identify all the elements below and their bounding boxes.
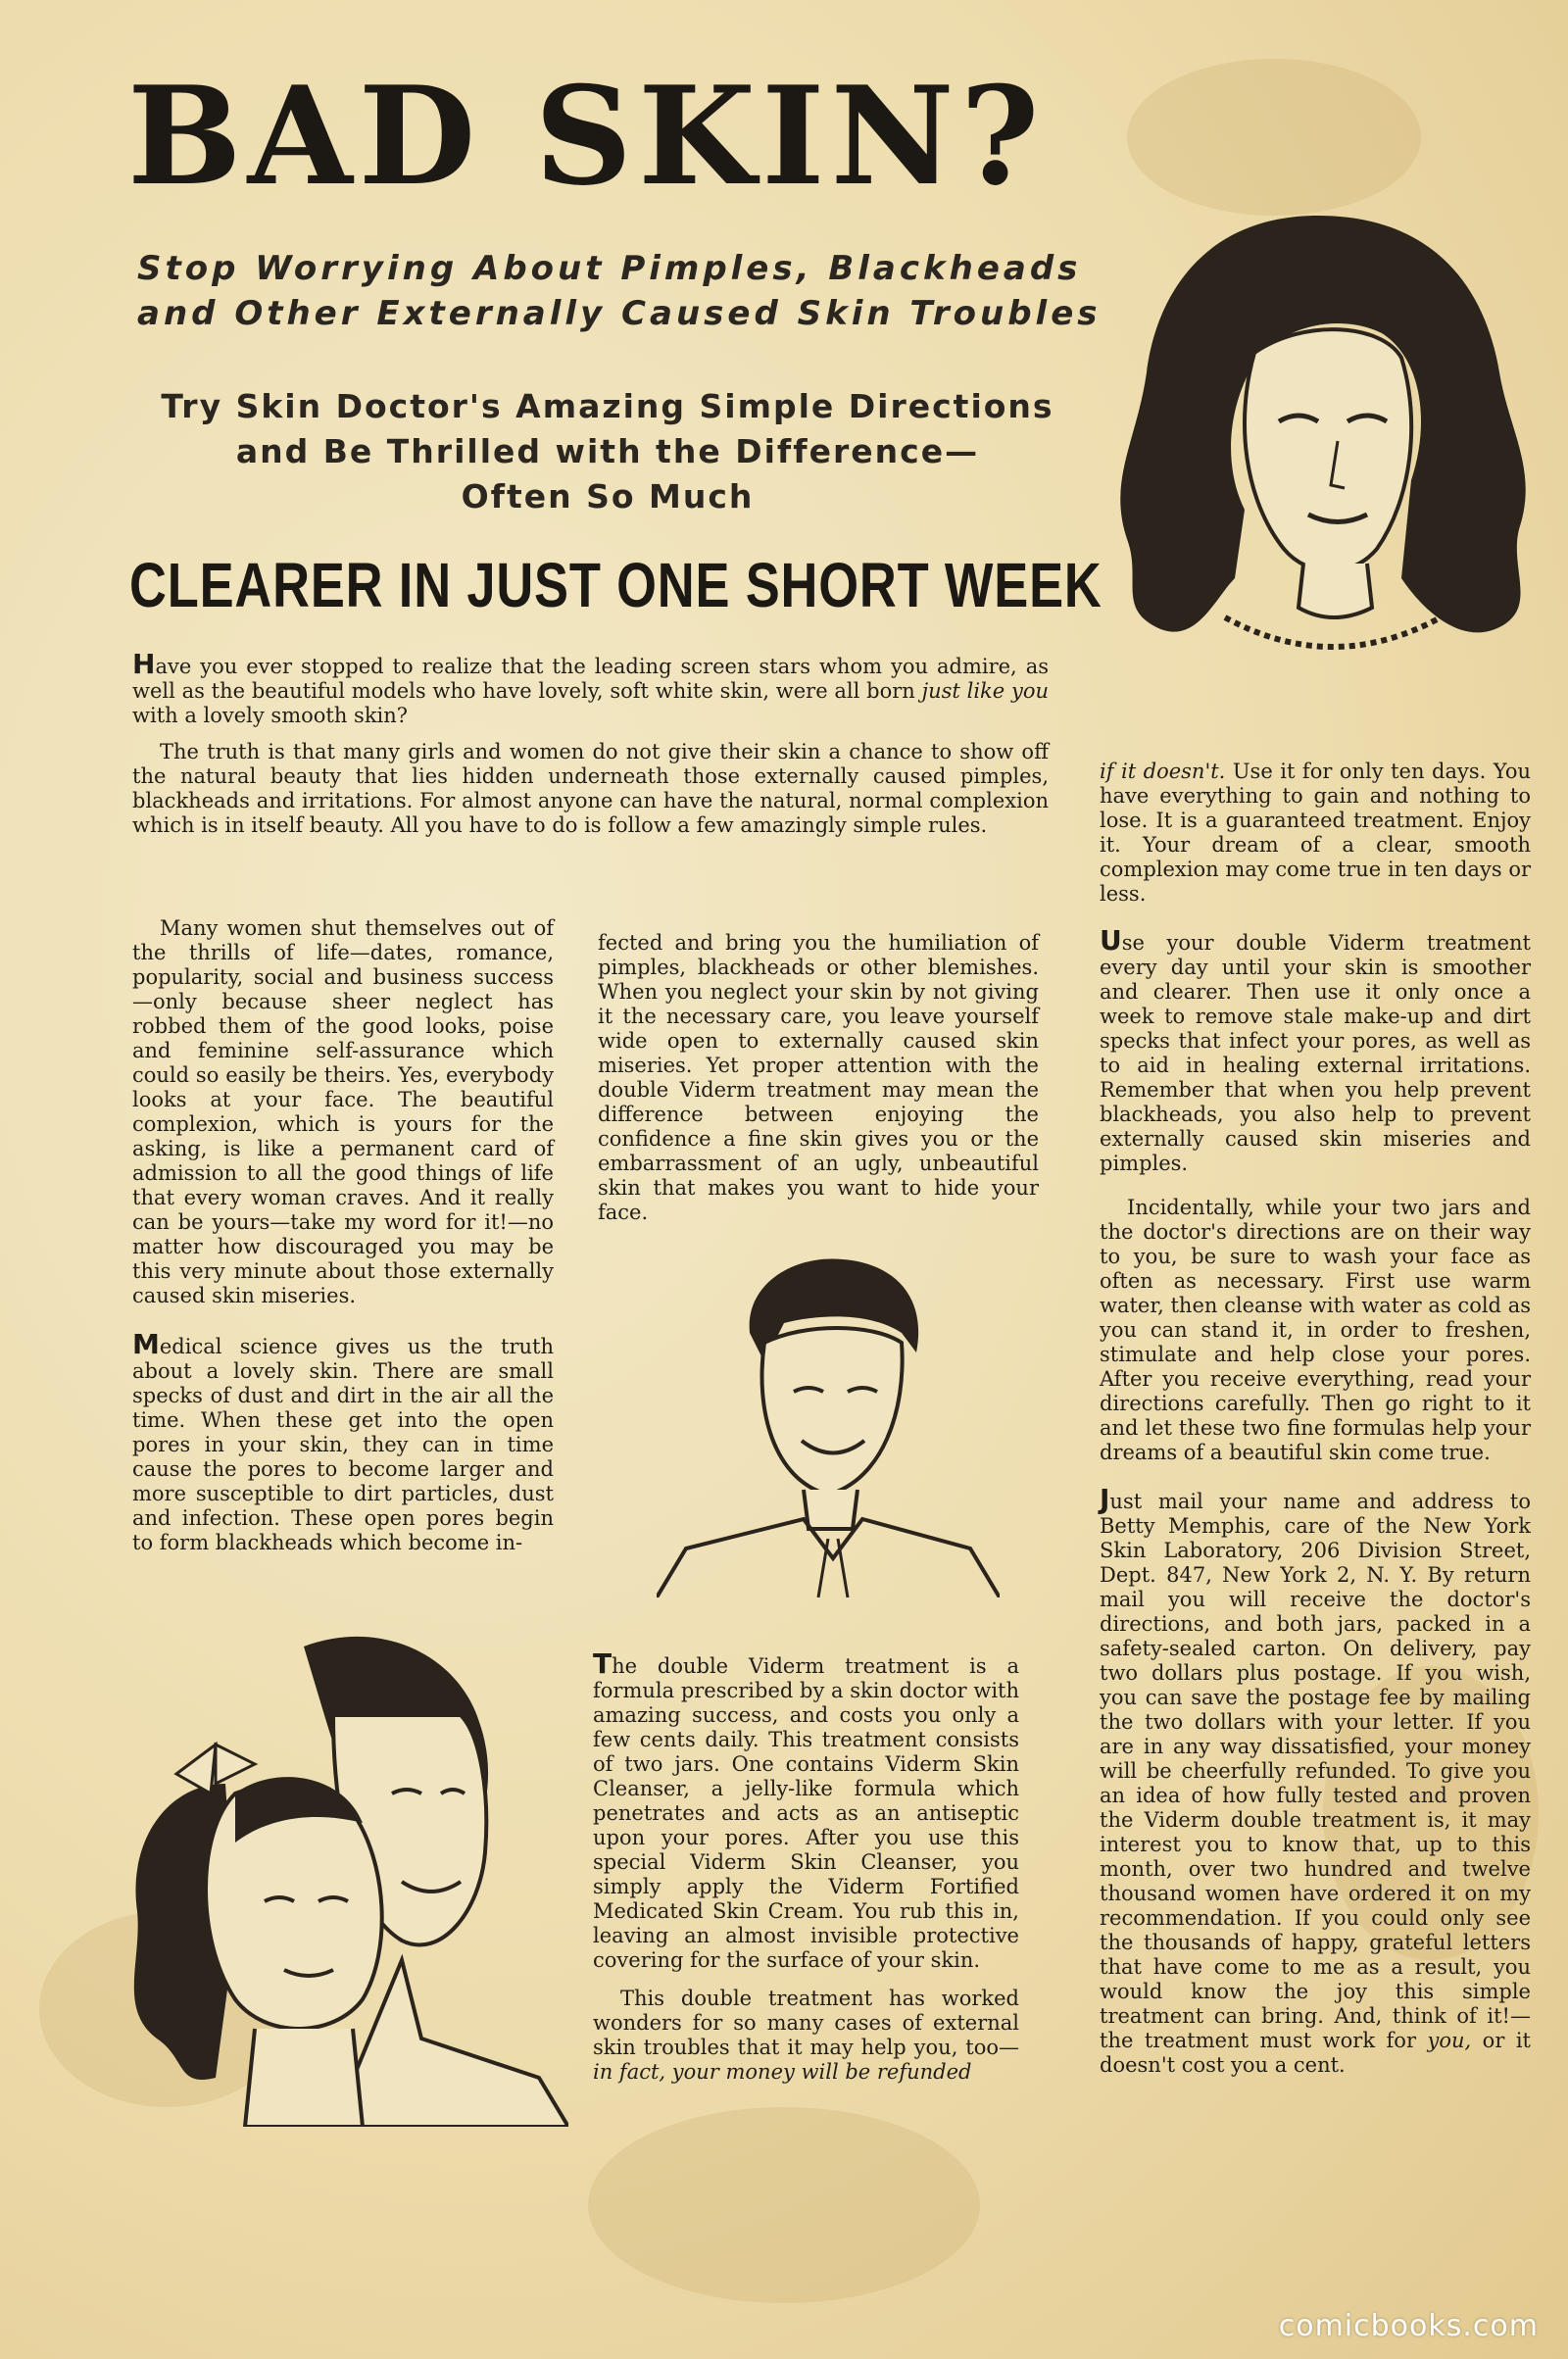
- subhead-line: Often So Much: [461, 477, 755, 516]
- col2-paragraph-1: fected and bring you the humiliation of pimples, blackheads or other blemishes. When you neglect your skin by not giving it the necessary care, you leave yourself wide open to externally caused skin miseries. Yet proper attention with the double Viderm treatment may mean the difference between enjoying the confidence a fine skin gives you or the embarrassment of an ugly, unbeautiful skin that makes you want to hide your face.: [598, 931, 1039, 1224]
- drop-cap: H: [132, 648, 156, 680]
- subhead-line: and Be Thrilled with the Difference—: [235, 432, 980, 471]
- col2-emphasis: in fact, your money will be refunded: [593, 2060, 972, 2084]
- col3-paragraph-2-text: se your double Viderm treatment every day until your skin is smoother and clearer. Then use it only once a week to remove stale make-up and dirt specks that infect your pores, as well as to aid in healing external irritations. Remember that when you help prevent blackheads, you also help to prevent externally caused skin miseries and pimples.: [1100, 931, 1531, 1175]
- column-2-lower: [593, 1647, 1019, 2096]
- col2-paragraph-3: [593, 1987, 1019, 2085]
- column-3: [1100, 760, 1531, 2089]
- paper-stain: [588, 2107, 980, 2303]
- column-2: [598, 931, 1039, 1237]
- intro-text-a: ave you ever stopped to realize that the leading screen stars whom you admire, as well as the beautiful models who have lovely, soft white skin, were all born: [132, 655, 1049, 703]
- subhead-secondary: [127, 384, 1088, 520]
- watermark: comicbooks.com: [1278, 2309, 1539, 2343]
- intro-text-b: with a lovely smooth skin?: [132, 704, 409, 727]
- column-1: [132, 916, 554, 1567]
- col1-paragraph-2-text: edical science gives us the truth about a lovely skin. There are small specks of dust and dirt in the air all the time. When these get into the open pores in your skin, they can in time cause the pores to become larger and more susceptible to dirt particles, dust and infection. These open pores begin to form blackheads which become in-: [132, 1335, 554, 1554]
- drop-cap: U: [1100, 924, 1122, 957]
- col3-paragraph-3: Incidentally, while your two jars and the doctor's directions are on their way to you, be sure to wash your face as often as necessary. First use warm water, then cleanse with water as cold as you can stand it, in order to freshen, stimulate and help close your pores. After you receive everything, read your directions carefully. Then go right to it and let these two fine formulas help your dreams of a beautiful skin come true.: [1100, 1196, 1531, 1464]
- col3-paragraph-1-text: Use it for only ten days. You have everything to gain and nothing to lose. It is a guaranteed treatment. Enjoy it. Your dream of a clear, smooth complexion may come true in ten days or less.: [1100, 760, 1531, 906]
- intro-emphasis: just like you: [921, 679, 1049, 703]
- col1-paragraph-1: Many women shut themselves out of the thrills of life—dates, romance, popularity, social and business success—only because sheer neglect has robbed them of the good looks, poise and feminine self-assurance which could so easily be theirs. Yes, everybody looks at your face. The beautiful complexion, which is yours for the asking, is like a permanent card of admission to all the good things of life that every woman craves. And it really can be yours—take my word for it!—no matter how discouraged you may be this very minute about those externally caused skin miseries.: [132, 916, 554, 1307]
- col1-paragraph-2: [132, 1328, 554, 1555]
- man-portrait-illustration: [657, 1245, 1000, 1597]
- couple-illustration: [108, 1617, 568, 2127]
- drop-cap: M: [132, 1328, 160, 1360]
- col2-paragraph-2-text: he double Viderm treatment is a formula prescribed by a skin doctor with amazing success, and costs you only a few cents daily. This treatment consists of two jars. One contains Viderm Skin Cleanser, a jelly-like formula which penetrates and acts as an antiseptic upon your pores. After you use this special Viderm Skin Cleanser, you simply apply the Viderm Fortified Medicated Skin Cream. You rub this in, leaving an almost invisible protective covering for the surface of your skin.: [593, 1654, 1019, 1972]
- col2-paragraph-3-text: This double treatment has worked wonders for so many cases of external skin troubles that it may help you, too—: [593, 1987, 1019, 2059]
- drop-cap: J: [1100, 1483, 1110, 1515]
- subhead-line: and Other Externally Caused Skin Troubles: [137, 293, 1102, 333]
- subhead-line: Try Skin Doctor's Amazing Simple Directions: [161, 387, 1054, 425]
- drop-cap: T: [593, 1647, 612, 1680]
- col3-emphasis: if it doesn't.: [1100, 760, 1226, 783]
- col3-paragraph-4: [1100, 1483, 1531, 2078]
- col3-paragraph-2: [1100, 924, 1531, 1176]
- intro-paragraph-2: The truth is that many girls and women do not give their skin a chance to show off the natural beauty that lies hidden underneath those externally caused pimples, blackheads and irritations. For almost anyone can have the natural, normal complexion which is in itself beauty. All you have to do is follow a few amazingly simple rules.: [132, 740, 1049, 837]
- col3-paragraph-1: [1100, 760, 1531, 907]
- col3-paragraph-4-text-b: or it doesn't cost you a cent.: [1100, 2029, 1531, 2077]
- woman-portrait-illustration: [1088, 186, 1548, 666]
- subhead-line: Stop Worrying About Pimples, Blackheads: [137, 249, 1082, 288]
- col2-paragraph-2: [593, 1647, 1019, 1973]
- intro-text: [132, 648, 1049, 850]
- headline: BAD SKIN?: [127, 56, 1046, 216]
- banner-clearer: CLEARER IN JUST ONE SHORT WEEK: [129, 550, 1102, 620]
- col3-emphasis: you,: [1427, 2029, 1472, 2052]
- col3-paragraph-4-text-a: ust mail your name and address to Betty Memphis, care of the New York Skin Laboratory, 206 Division Street, Dept. 847, New York 2, N. Y. By return mail you will receive the doctor's directions, and both jars, packed in a safety-sealed carton. On delivery, pay two dollars plus postage. If you wish, you can save the postage fee by mailing the two dollars with your letter. If you are in any way dissatisfied, your money will be cheerfully refunded. To give you an idea of how fully tested and proven the Viderm double treatment is, it may interest you to know that, up to this month, over two hundred and twelve thousand women have ordered it on my recommendation. If you could only see the thousands of happy, grateful letters that have come to me as a result, you would know the joy this simple treatment can bring. And, think of it!—the treatment must work for: [1100, 1490, 1531, 2052]
- subhead-primary: [137, 247, 1102, 337]
- intro-paragraph-1: [132, 648, 1049, 728]
